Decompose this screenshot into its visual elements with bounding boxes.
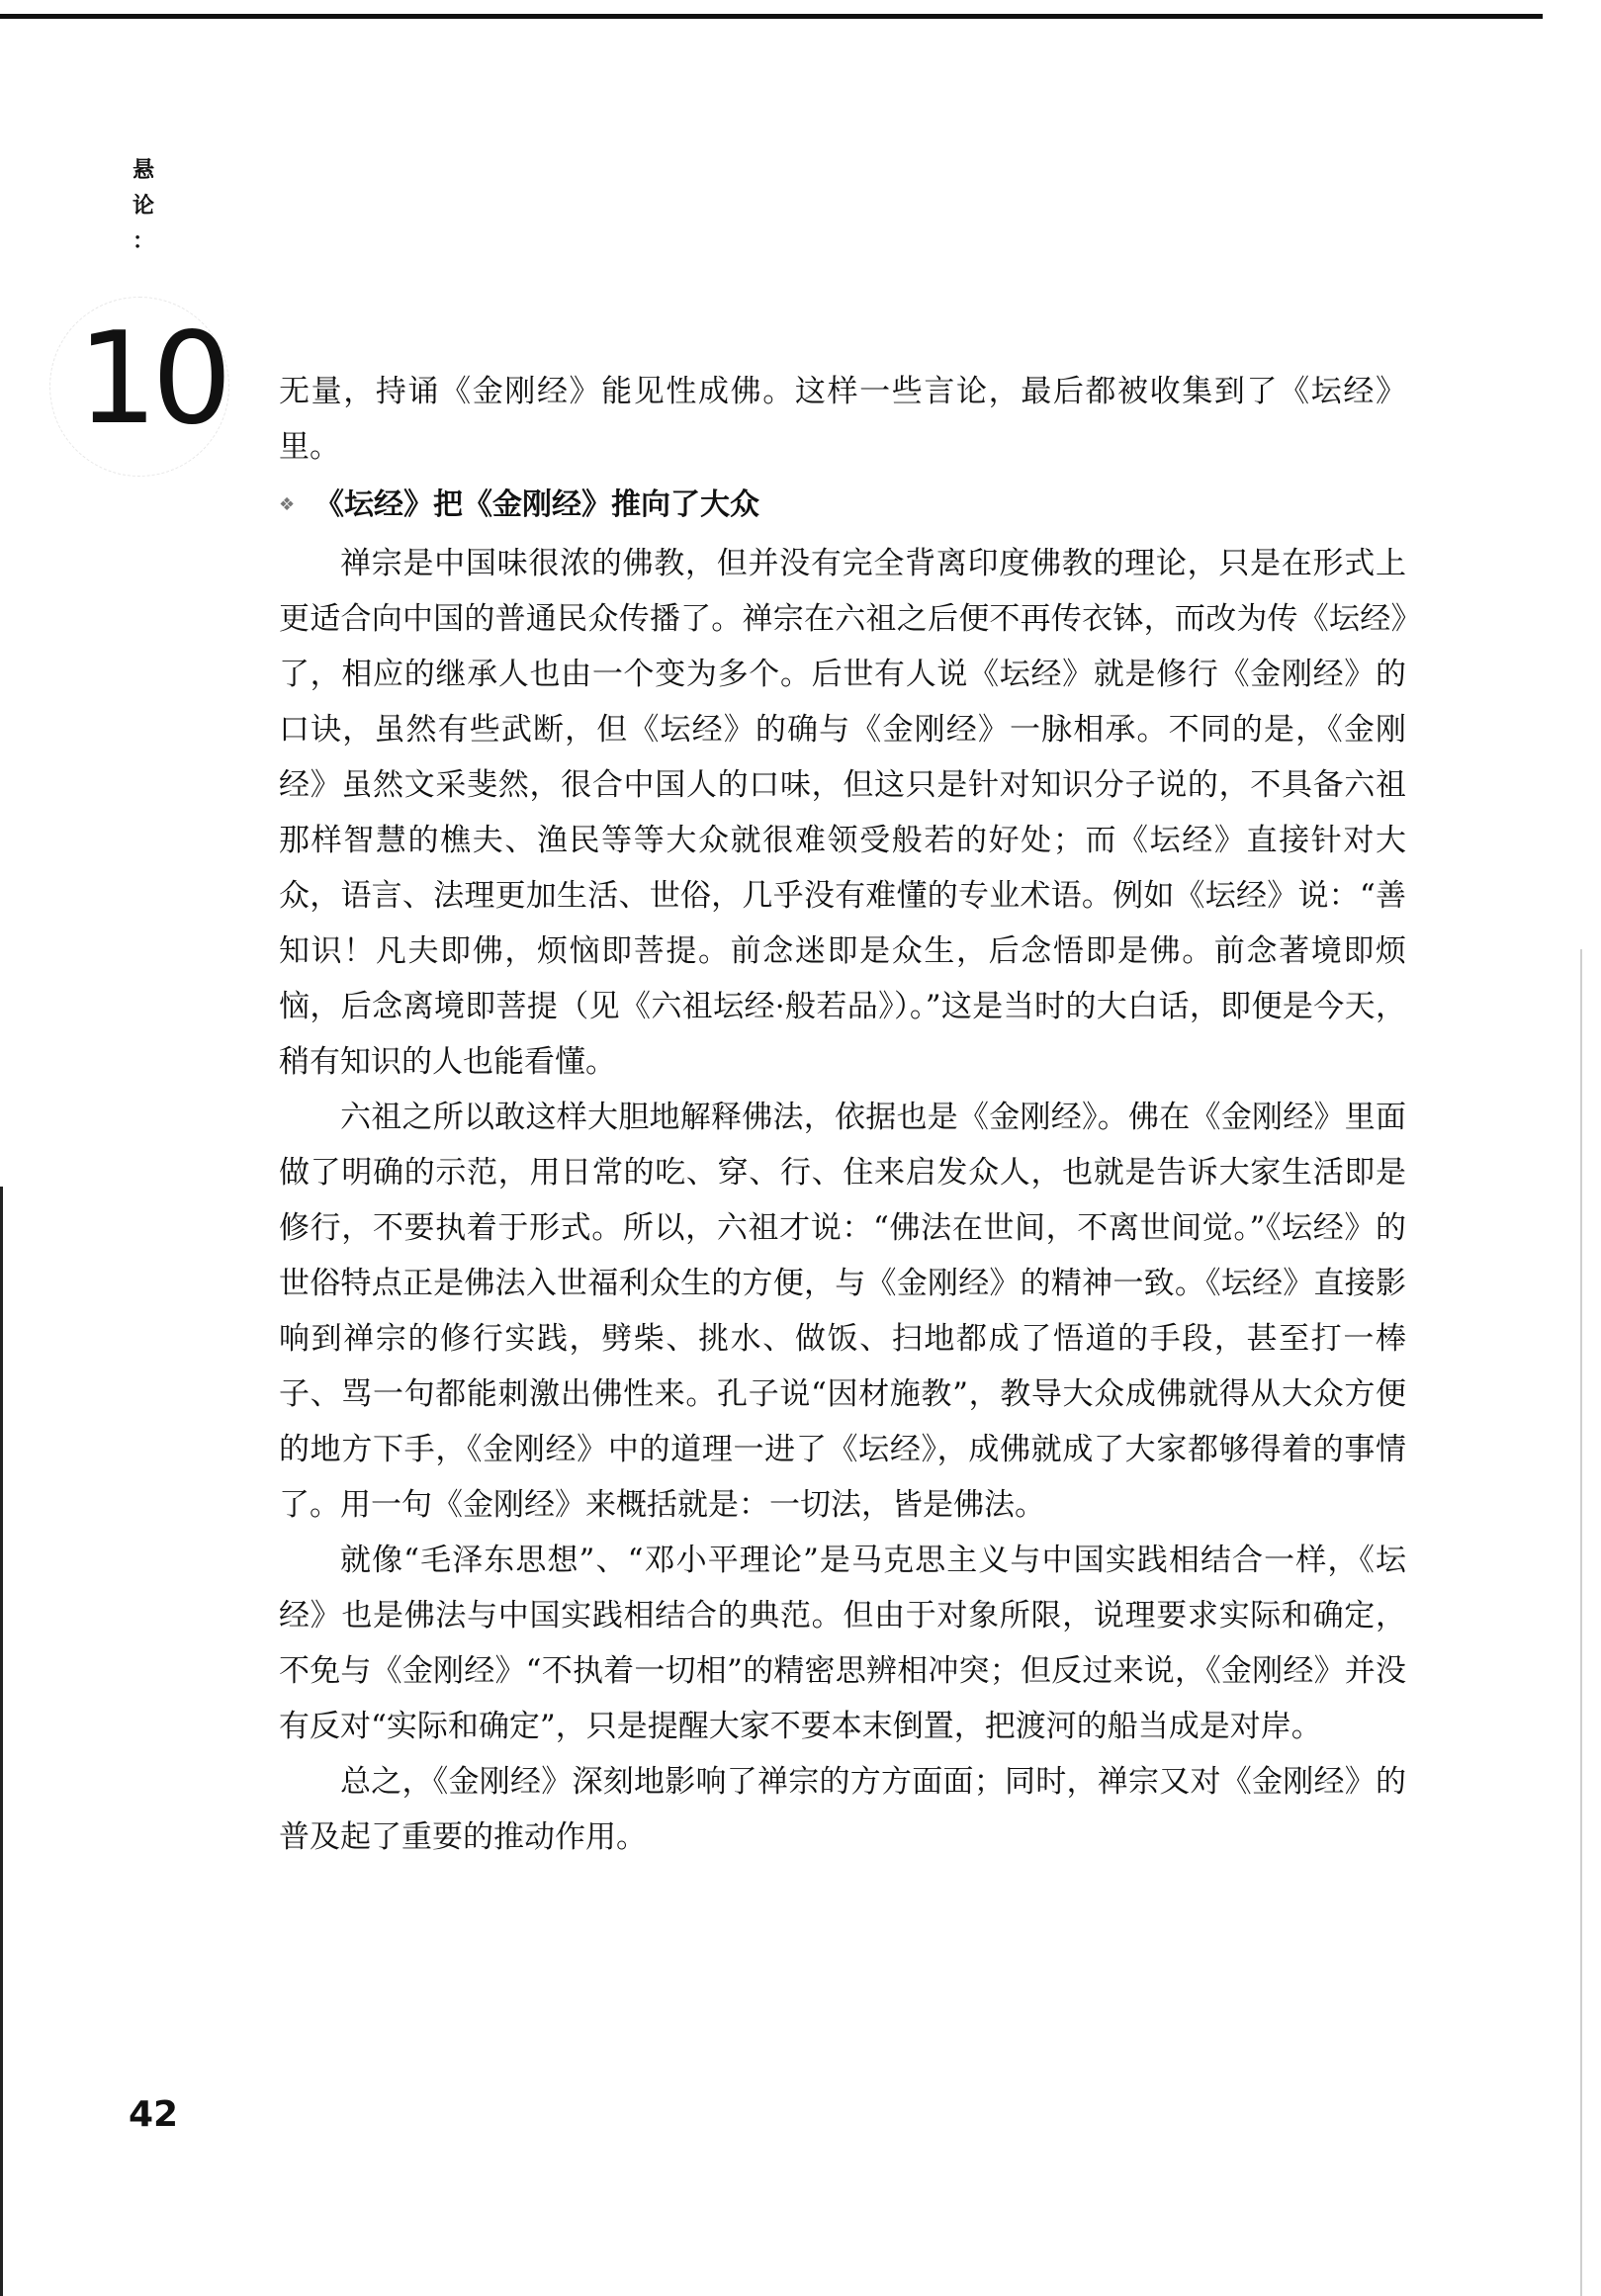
- chapter-number: 10: [77, 306, 226, 453]
- top-rule: [0, 14, 1543, 19]
- heading-ornament-icon: ❖: [279, 494, 296, 515]
- paragraph: 六祖之所以敢这样大胆地解释佛法，依据也是《金刚经》。佛在《金刚经》里面做了明确的示范，用日常的吃、穿、行、住来启发众人，也就是告诉大家生活即是修行，不要执着于形式。所以，六祖才说：“佛法在世间，不离世间觉。”《坛经》的世俗特点正是佛法入世福利众生的方便，与《金刚经》的精神一致。《坛经》直接影响到禅宗的修行实践，劈柴、挑水、做饭、扫地都成了悟道的手段，甚至打一棒子、骂一句都能刺激出佛性来。孔子说“因材施教”，教导大众成佛就得从大众方便的地方下手，《金刚经》中的道理一进了《坛经》，成佛就成了大家都够得着的事情了。用一句《金刚经》来概括就是：一切法，皆是佛法。: [279, 1100, 1406, 1523]
- running-header: [129, 153, 158, 260]
- paragraph-continuation: 无量，持诵《金刚经》能见性成佛。这样一些言论，最后都被收集到了《坛经》里。: [279, 374, 1406, 465]
- scan-edge-right: [1580, 949, 1582, 2296]
- page-number: 42: [129, 2094, 179, 2135]
- running-header-char: 论: [132, 194, 154, 219]
- section-heading: [279, 475, 1406, 536]
- body-text: [279, 364, 1406, 1865]
- running-header-char: ：: [132, 229, 154, 254]
- paragraph: 禅宗是中国味很浓的佛教，但并没有完全背离印度佛教的理论，只是在形式上更适合向中国的普通民众传播了。禅宗在六祖之后便不再传衣钵，而改为传《坛经》了，相应的继承人也由一个变为多个。后世有人说《坛经》就是修行《金刚经》的口诀，虽然有些武断，但《坛经》的确与《金刚经》一脉相承。不同的是，《金刚经》虽然文采斐然，很合中国人的口味，但这只是针对知识分子说的，不具备六祖那样智慧的樵夫、渔民等等大众就很难领受般若的好处；而《坛经》直接针对大众，语言、法理更加生活、世俗，几乎没有难懂的专业术语。例如《坛经》说：“善知识！凡夫即佛，烦恼即菩提。前念迷即是众生，后念悟即是佛。前念著境即烦恼，后念离境即菩提（见《六祖坛经·般若品》）。”这是当时的大白话，即便是今天，稍有知识的人也能看懂。: [279, 546, 1406, 1080]
- section-heading-text: 《坛经》把《金刚经》推向了大众: [314, 487, 759, 522]
- paragraph: 就像“毛泽东思想”、“邓小平理论”是马克思主义与中国实践相结合一样，《坛经》也是佛法与中国实践相结合的典范。但由于对象所限，说理要求实际和确定，不免与《金刚经》“不执着一切相”的精密思辨相冲突；但反过来说，《金刚经》并没有反对“实际和确定”，只是提醒大家不要本末倒置，把渡河的船当成是对岸。: [279, 1543, 1406, 1744]
- paragraph: 总之，《金刚经》深刻地影响了禅宗的方方面面；同时，禅宗又对《金刚经》的普及起了重要的推动作用。: [279, 1764, 1406, 1855]
- scan-edge-left: [0, 1187, 3, 2296]
- running-header-char: 悬: [132, 158, 154, 183]
